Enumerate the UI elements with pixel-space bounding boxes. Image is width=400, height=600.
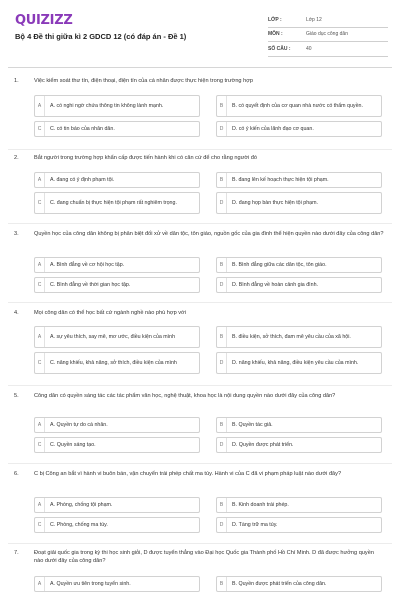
question-number: 4. — [14, 310, 19, 316]
meta-row-subject — [268, 28, 388, 43]
question-divider — [8, 149, 392, 150]
answer-option-d[interactable] — [216, 277, 382, 293]
answer-option-d[interactable] — [216, 517, 382, 533]
option-text: D. Bình đẳng về hoàn cảnh gia đình. — [232, 281, 318, 288]
meta-table — [268, 13, 388, 57]
option-text: C. có tin báo của nhân dân. — [50, 125, 115, 132]
question-number: 2. — [14, 155, 19, 161]
option-letter: C — [35, 193, 45, 213]
answer-option-c[interactable] — [34, 517, 200, 533]
question-text: Đoạt giải quốc gia trong kỳ thi học sinh giỏi, D được tuyển thẳng vào Đại học Quốc gia Thành phố Hồ Chí Minh. D đã được hưởng quyền nào dưới đây của công dân? — [34, 550, 374, 564]
answer-options — [34, 95, 382, 141]
meta-label: LỚP : — [268, 16, 282, 23]
answer-option-a[interactable] — [34, 326, 200, 348]
quizizz-logo: QUIZIZZ — [15, 13, 73, 28]
option-letter: B — [217, 498, 227, 512]
option-text: A. Bình đẳng về cơ hội học tập. — [50, 261, 125, 268]
meta-row-class — [268, 13, 388, 28]
answer-option-d[interactable] — [216, 121, 382, 137]
answer-option-b[interactable] — [216, 172, 382, 188]
question-number: 7. — [14, 550, 19, 556]
option-text: A. Phòng, chống tội phạm. — [50, 501, 113, 508]
option-letter: C — [35, 438, 45, 452]
option-text: C. đang chuẩn bị thực hiện tội phạm rất nghiêm trọng. — [50, 199, 177, 206]
answer-option-c[interactable] — [34, 192, 200, 214]
option-letter: B — [217, 327, 227, 347]
option-text: C. Phòng, chống ma túy. — [50, 521, 108, 528]
meta-value: Giáo dục công dân — [306, 31, 348, 38]
answer-option-b[interactable] — [216, 576, 382, 592]
option-letter: A — [35, 577, 45, 591]
option-letter: D — [217, 438, 227, 452]
option-letter: A — [35, 173, 45, 187]
option-letter: B — [217, 258, 227, 272]
option-text: B. có quyết định của cơ quan nhà nước có thẩm quyền. — [232, 102, 363, 109]
answer-option-c[interactable] — [34, 121, 200, 137]
option-letter: B — [217, 173, 227, 187]
option-text: D. đang họp bàn thực hiện tội phạm. — [232, 199, 318, 206]
option-text: C. năng khiếu, khả năng, sở thích, điều kiện của mình — [50, 359, 177, 366]
option-text: C. Bình đẳng về thời gian học tập. — [50, 281, 131, 288]
question-divider — [8, 543, 392, 544]
document-header — [0, 0, 400, 62]
option-letter: D — [217, 353, 227, 373]
meta-value: Lớp 12 — [306, 16, 322, 23]
answer-option-a[interactable] — [34, 172, 200, 188]
meta-label: SỐ CÂU : — [268, 45, 291, 52]
option-text: A. Quyền ưu tiên trong tuyển sinh. — [50, 580, 131, 587]
option-letter: D — [217, 518, 227, 532]
answer-options — [34, 497, 382, 537]
option-letter: D — [217, 278, 227, 292]
option-text: B. điều kiện, sở thích, đam mê yêu cầu của xã hội. — [232, 333, 351, 340]
option-letter: C — [35, 278, 45, 292]
question-divider — [8, 302, 392, 303]
option-text: D. có ý kiến của lãnh đạo cơ quan. — [232, 125, 314, 132]
question-text: Bắt người trong trường hợp khẩn cấp được tiến hành khi có căn cứ để cho rằng người đó — [34, 155, 258, 161]
question-text: Quyền học của công dân không bị phân biệt đối xử về dân tộc, tôn giáo, nguồn gốc của gia đình thể hiện quyền nào dưới đây của công dân? — [34, 231, 384, 237]
option-letter: B — [217, 418, 227, 432]
answer-option-d[interactable] — [216, 437, 382, 453]
option-letter: C — [35, 518, 45, 532]
answer-options — [34, 417, 382, 457]
answer-option-a[interactable] — [34, 95, 200, 117]
option-letter: B — [217, 577, 227, 591]
answer-options — [34, 172, 382, 218]
document-title: Bộ 4 Đề thi giữa kì 2 GDCD 12 (có đáp án - Đề 1) — [15, 32, 187, 41]
answer-options — [34, 326, 382, 378]
answer-options — [34, 576, 382, 596]
question-number: 3. — [14, 231, 19, 237]
question-text: Mọi công dân có thể học bất cứ ngành nghề nào phù hợp với — [34, 310, 186, 316]
answer-option-d[interactable] — [216, 352, 382, 374]
question-number: 5. — [14, 393, 19, 399]
question-divider — [8, 223, 392, 224]
meta-value: 40 — [306, 45, 312, 52]
answer-option-a[interactable] — [34, 576, 200, 592]
option-letter: A — [35, 258, 45, 272]
option-text: A. Quyền tự do cá nhân. — [50, 421, 108, 428]
option-text: B. đang lên kế hoạch thực hiện tội phạm. — [232, 176, 329, 183]
option-text: C. Quyền sáng tạo. — [50, 441, 96, 448]
header-divider — [8, 67, 392, 68]
option-text: B. Bình đẳng giữa các dân tộc, tôn giáo. — [232, 261, 327, 268]
option-text: D. năng khiếu, khả năng, điều kiện yêu cầu của mình. — [232, 359, 359, 366]
question-text: Công dân có quyền sáng tác các tác phẩm văn học, nghệ thuật, khoa học là nội dung quyền nào dưới đây của công dân? — [34, 393, 336, 399]
option-text: D. Quyền được phát triển. — [232, 441, 294, 448]
answer-option-b[interactable] — [216, 497, 382, 513]
option-letter: C — [35, 353, 45, 373]
meta-row-count — [268, 42, 388, 57]
question-divider — [8, 385, 392, 386]
question-text: C bị Công an bắt vì hành vi buôn bán, vận chuyển trái phép chất ma túy. Hành vi của C đã vi phạm pháp luật nào dưới đây? — [34, 471, 342, 477]
question-divider — [8, 463, 392, 464]
option-letter: B — [217, 96, 227, 116]
option-letter: C — [35, 122, 45, 136]
option-text: D. Tàng trữ ma túy. — [232, 521, 278, 528]
option-letter: D — [217, 193, 227, 213]
meta-label: MÔN : — [268, 31, 283, 38]
option-text: A. đang có ý định phạm tội. — [50, 176, 115, 183]
option-text: B. Quyền tác giả. — [232, 421, 273, 428]
question-number: 6. — [14, 471, 19, 477]
question-number: 1. — [14, 78, 19, 84]
option-letter: A — [35, 327, 45, 347]
option-text: A. có nghi ngờ chứa thông tin không lành mạnh. — [50, 102, 164, 109]
option-text: B. Quyền được phát triển của công dân. — [232, 580, 327, 587]
option-letter: A — [35, 418, 45, 432]
answer-option-b[interactable] — [216, 95, 382, 117]
answer-option-c[interactable] — [34, 277, 200, 293]
answer-option-b[interactable] — [216, 257, 382, 273]
option-letter: A — [35, 96, 45, 116]
option-letter: D — [217, 122, 227, 136]
answer-option-a[interactable] — [34, 497, 200, 513]
answer-option-b[interactable] — [216, 326, 382, 348]
answer-option-c[interactable] — [34, 352, 200, 374]
option-letter: A — [35, 498, 45, 512]
option-text: A. sự yêu thích, say mê, mơ ước, điều kiện của mình — [50, 333, 176, 340]
answer-option-a[interactable] — [34, 417, 200, 433]
answer-option-c[interactable] — [34, 437, 200, 453]
question-text: Việc kiểm soát thư tín, điện thoại, điện tín của cá nhân được thực hiện trong trường hợp — [34, 78, 253, 84]
option-text: B. Kinh doanh trái phép. — [232, 501, 289, 508]
answer-option-b[interactable] — [216, 417, 382, 433]
answer-options — [34, 257, 382, 297]
answer-option-d[interactable] — [216, 192, 382, 214]
answer-option-a[interactable] — [34, 257, 200, 273]
